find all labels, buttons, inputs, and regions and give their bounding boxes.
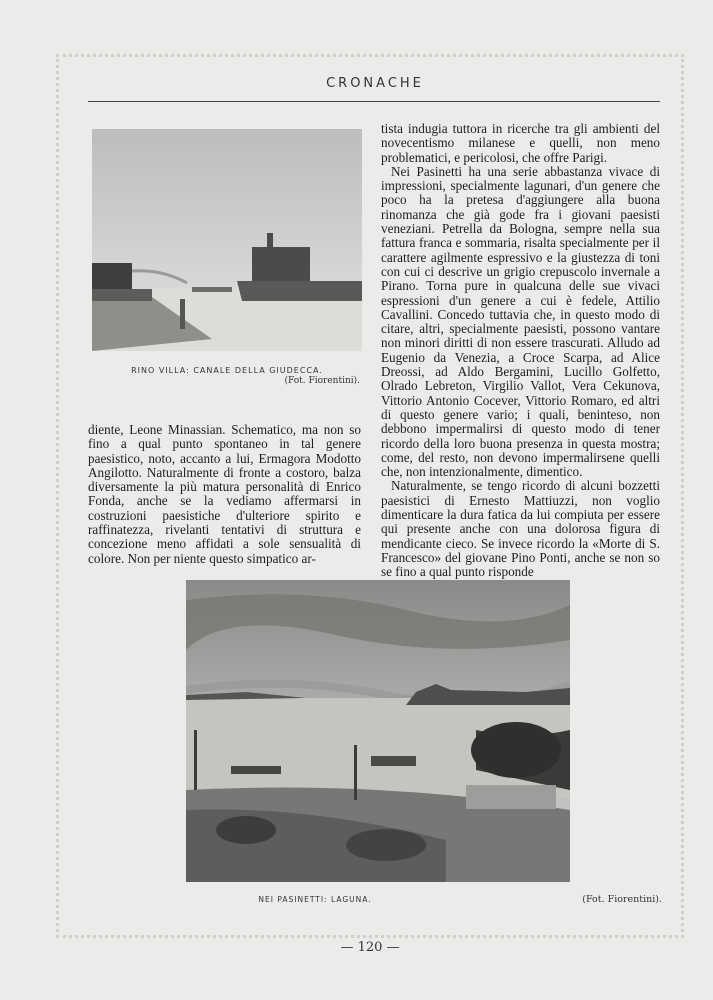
paragraph: tista indugia tuttora in ricerche tra gli ambienti del novecentismo milanese e quelli, non meno problematici, e pericolosi, che offre Parigi. xyxy=(381,121,660,165)
figure2-caption: NEI PASINETTI: LAGUNA. xyxy=(258,895,372,904)
figure2-credit: (Fot. Fiorentini). xyxy=(582,894,662,905)
right-text-column xyxy=(381,122,660,580)
left-text-column xyxy=(88,423,361,566)
paragraph: Naturalmente, se tengo ricordo di alcuni bozzetti paesistici di Ernesto Mattiuzzi, non voglio dimenticare la dura fatica da lui compiuta per essere qui presente anche con una dolorosa figura di mendicante cieco. Se invece ricordo la «Morte di S. Francesco» del giovane Pino Ponti, anche se non so se fino a qual punto risponde xyxy=(381,478,660,580)
paragraph: diente, Leone Minassian. Schematico, ma non so fino a qual punto spontaneo in tal genere paesistico, noto, accanto a lui, Ermagora Modotto Angilotto. Naturalmente di fronte a costoro, balza diversamente la più matura personalità di Enrico Fonda, anche se la vediamo affermarsi in costruzioni paesistiche d'ulteriore spirito e raffinatezza, rivelanti tentativi di struttura e concezione meno affidati a sole sensualità di colore. Non per niente questo simpatico ar- xyxy=(88,422,361,566)
figure-laguna xyxy=(186,580,570,882)
paragraph: Nei Pasinetti ha una serie abbastanza vivace di impressioni, specialmente lagunari, d'un genere che poco ha la pretesa d'aggiungere alla buona rinomanza che già gode fra i giovani paesisti veneziani. Petrella da Bologna, sempre nella sua fattura franca e sommaria, risalta specialmente per il carattere agilmente espressivo e la giustezza di toni con cui ci descrive un grigio crepuscolo invernale a Pirano. Torna pure in qualcuna delle sue vivaci espressioni d'un genere a cui è fedele, Attilio Cavallini. Concedo tuttavia che, in questo modo di citare, altri, specialmente paesisti, possono vantare non minori diritti di non essere trascurati. Alludo ad Eugenio da Venezia, a Croce Scarpa, ad Alice Dreossi, ad Aldo Bergamini, Lucillo Golfetto, Olrado Lebreton, Virgilio Vallot, Vera Cekunova, Vittorio Antonio Cocever, Vittorio Romaro, ed altri di questo genere vario; i quali, beninteso, non debbono impermalirsi di questo modo di tener ricordo della loro buona presenza in questa mostra; come, del resto, non devono impermalirsene quelli che, non intenzionalmente, dimentico. xyxy=(381,163,660,480)
page-number: — 120 — xyxy=(340,940,400,955)
running-header: CRONACHE xyxy=(326,76,424,91)
figure-canale-giudecca xyxy=(92,129,362,351)
header-rule xyxy=(88,101,660,102)
figure1-credit: (Fot. Fiorentini). xyxy=(284,376,360,386)
figure1-caption: RINO VILLA: CANALE DELLA GIUDECCA. xyxy=(131,366,323,375)
